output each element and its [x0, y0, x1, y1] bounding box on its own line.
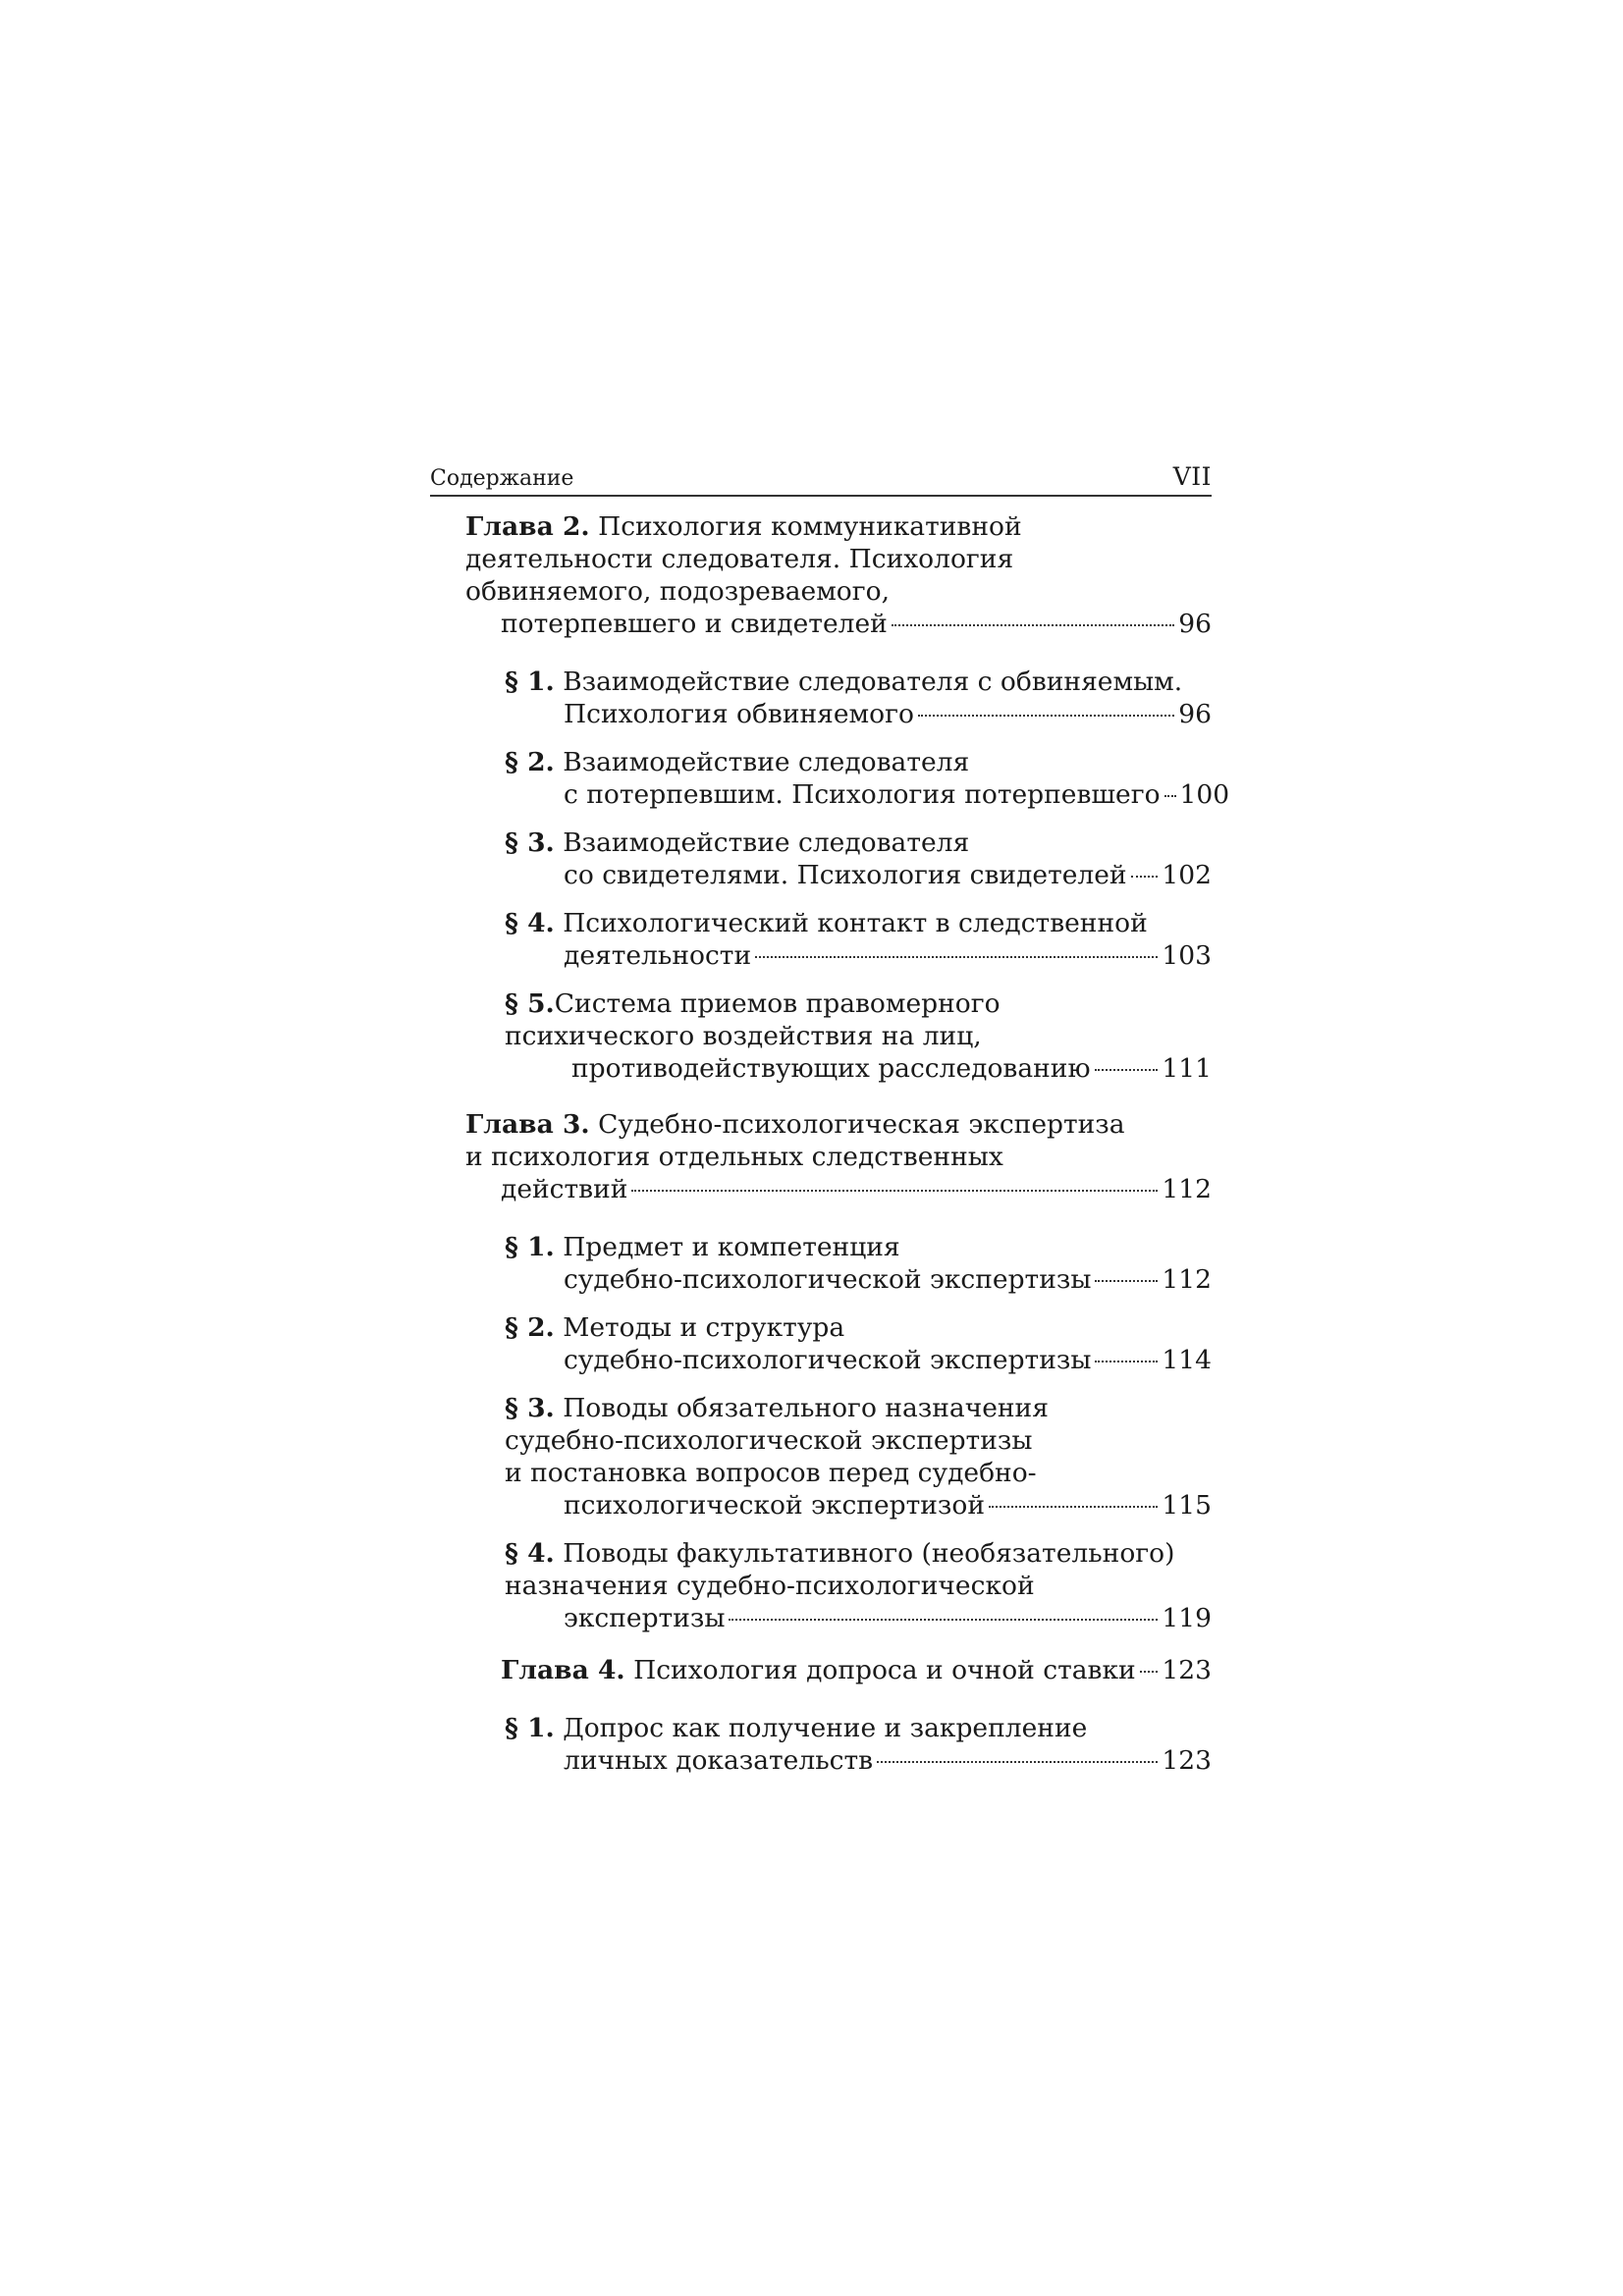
toc-text-line: Психология допроса и очной ставки — [633, 1655, 1136, 1685]
toc-text-line: Взаимодействие следователя — [563, 747, 970, 777]
toc-text-line: и психология отдельных следственных — [465, 1142, 1003, 1172]
toc-text-line: деятельности — [564, 940, 752, 971]
toc-label: § 4. — [505, 908, 555, 938]
toc-text-line: Методы и структура — [563, 1312, 845, 1343]
dot-leader — [1095, 1280, 1158, 1282]
toc-page-number: 112 — [1162, 1174, 1212, 1204]
toc-text-line: Судебно-психологическая экспертиза — [598, 1109, 1125, 1140]
toc-page-number: 103 — [1162, 940, 1212, 971]
toc-label: § 3. — [505, 1393, 555, 1423]
toc-text-line: Система приемов правомерного — [554, 988, 1001, 1019]
toc-text-line: потерпевшего и свидетелей — [501, 609, 888, 639]
book-page — [430, 462, 1230, 1792]
toc-page-number: 112 — [1162, 1264, 1212, 1295]
toc-label: Глава 2. — [465, 511, 590, 542]
toc-page-number: 96 — [1178, 699, 1212, 729]
toc-chapter-3 — [465, 1108, 1212, 1205]
toc-label: § 4. — [505, 1538, 555, 1569]
page-number: VII — [1172, 462, 1212, 491]
toc-page-number: 115 — [1162, 1490, 1212, 1521]
dot-leader — [755, 956, 1158, 958]
toc-text-line: психического воздействия на лиц, — [505, 1021, 982, 1051]
toc-page-number: 111 — [1162, 1053, 1212, 1084]
toc-section-3-2 — [505, 1311, 1212, 1376]
toc-text-line: с потерпевшим. Психология потерпевшего — [564, 779, 1161, 810]
toc-page-number: 119 — [1162, 1603, 1212, 1633]
toc-text-line: судебно-психологической экспертизы — [505, 1425, 1033, 1456]
toc-text-line: личных доказательств — [564, 1745, 874, 1776]
toc-text-line: со свидетелями. Психология свидетелей — [564, 860, 1127, 890]
toc-section-3-3 — [505, 1392, 1212, 1522]
toc-section-2-5 — [505, 988, 1212, 1085]
dot-leader — [1095, 1361, 1158, 1362]
toc-text-line: Взаимодействие следователя с обвиняемым. — [563, 667, 1183, 697]
toc-text-line: назначения судебно-психологической — [505, 1571, 1035, 1601]
toc-section-2-1 — [505, 666, 1212, 730]
dot-leader — [918, 715, 1174, 717]
toc-page-number: 96 — [1178, 609, 1212, 639]
toc-text-line: и постановка вопросов перед судебно- — [505, 1458, 1037, 1488]
toc-label: Глава 3. — [465, 1109, 590, 1140]
toc-label: § 5. — [505, 988, 555, 1019]
dot-leader — [1095, 1069, 1159, 1071]
toc-text-line: обвиняемого, подозреваемого, — [465, 576, 891, 607]
toc-text-line: действий — [501, 1174, 628, 1204]
toc-chapter-2 — [465, 510, 1212, 640]
toc-chapter-4 — [465, 1654, 1212, 1686]
toc-section-3-1 — [505, 1231, 1212, 1296]
toc-section-3-4 — [505, 1537, 1212, 1634]
running-header — [430, 463, 1212, 497]
dot-leader — [1131, 876, 1159, 878]
toc-label: § 2. — [505, 747, 555, 777]
toc-text-line: судебно-психологической экспертизы — [564, 1345, 1092, 1375]
running-header-title: Содержание — [430, 466, 574, 491]
toc-text-line: Допрос как получение и закрепление — [563, 1713, 1088, 1743]
dot-leader — [631, 1190, 1158, 1192]
toc-page-number: 123 — [1162, 1745, 1212, 1776]
toc-text-line: Поводы обязательного назначения — [563, 1393, 1049, 1423]
dot-leader — [729, 1619, 1158, 1621]
toc-text-line: Предмет и компетенция — [563, 1232, 900, 1262]
dot-leader — [877, 1761, 1158, 1763]
toc-label: Глава 4. — [501, 1655, 625, 1685]
toc-text-line: судебно-психологической экспертизы — [564, 1264, 1092, 1295]
toc-section-4-1 — [505, 1712, 1212, 1777]
toc-label: § 1. — [505, 1232, 555, 1262]
toc-label: § 3. — [505, 828, 555, 858]
toc-page-number: 100 — [1179, 779, 1230, 810]
dot-leader — [892, 624, 1174, 626]
toc-text-line: Взаимодействие следователя — [563, 828, 970, 858]
dot-leader — [989, 1506, 1158, 1508]
toc-label: § 1. — [505, 667, 555, 697]
dot-leader — [1140, 1671, 1159, 1673]
toc-text-line: Поводы факультативного (необязательного) — [563, 1538, 1175, 1569]
toc-text-line: Психология коммуникативной — [598, 511, 1022, 542]
toc-text-line: противодействующих расследованию — [571, 1053, 1091, 1084]
toc-text-line: Психология обвиняемого — [564, 699, 914, 729]
toc-label: § 2. — [505, 1312, 555, 1343]
toc-section-2-2 — [505, 746, 1230, 811]
toc-section-2-3 — [505, 827, 1212, 891]
toc-page-number: 114 — [1162, 1345, 1212, 1375]
toc-text-line: деятельности следователя. Психология — [465, 544, 1014, 574]
toc-text-line: Психологический контакт в следственной — [563, 908, 1148, 938]
toc-text-line: экспертизы — [564, 1603, 726, 1633]
toc-page-number: 123 — [1162, 1655, 1212, 1685]
dot-leader — [1164, 795, 1176, 797]
table-of-contents — [430, 510, 1230, 1777]
toc-text-line: психологической экспертизой — [564, 1490, 985, 1521]
toc-page-number: 102 — [1162, 860, 1212, 890]
toc-section-2-4 — [505, 907, 1212, 972]
toc-label: § 1. — [505, 1713, 555, 1743]
